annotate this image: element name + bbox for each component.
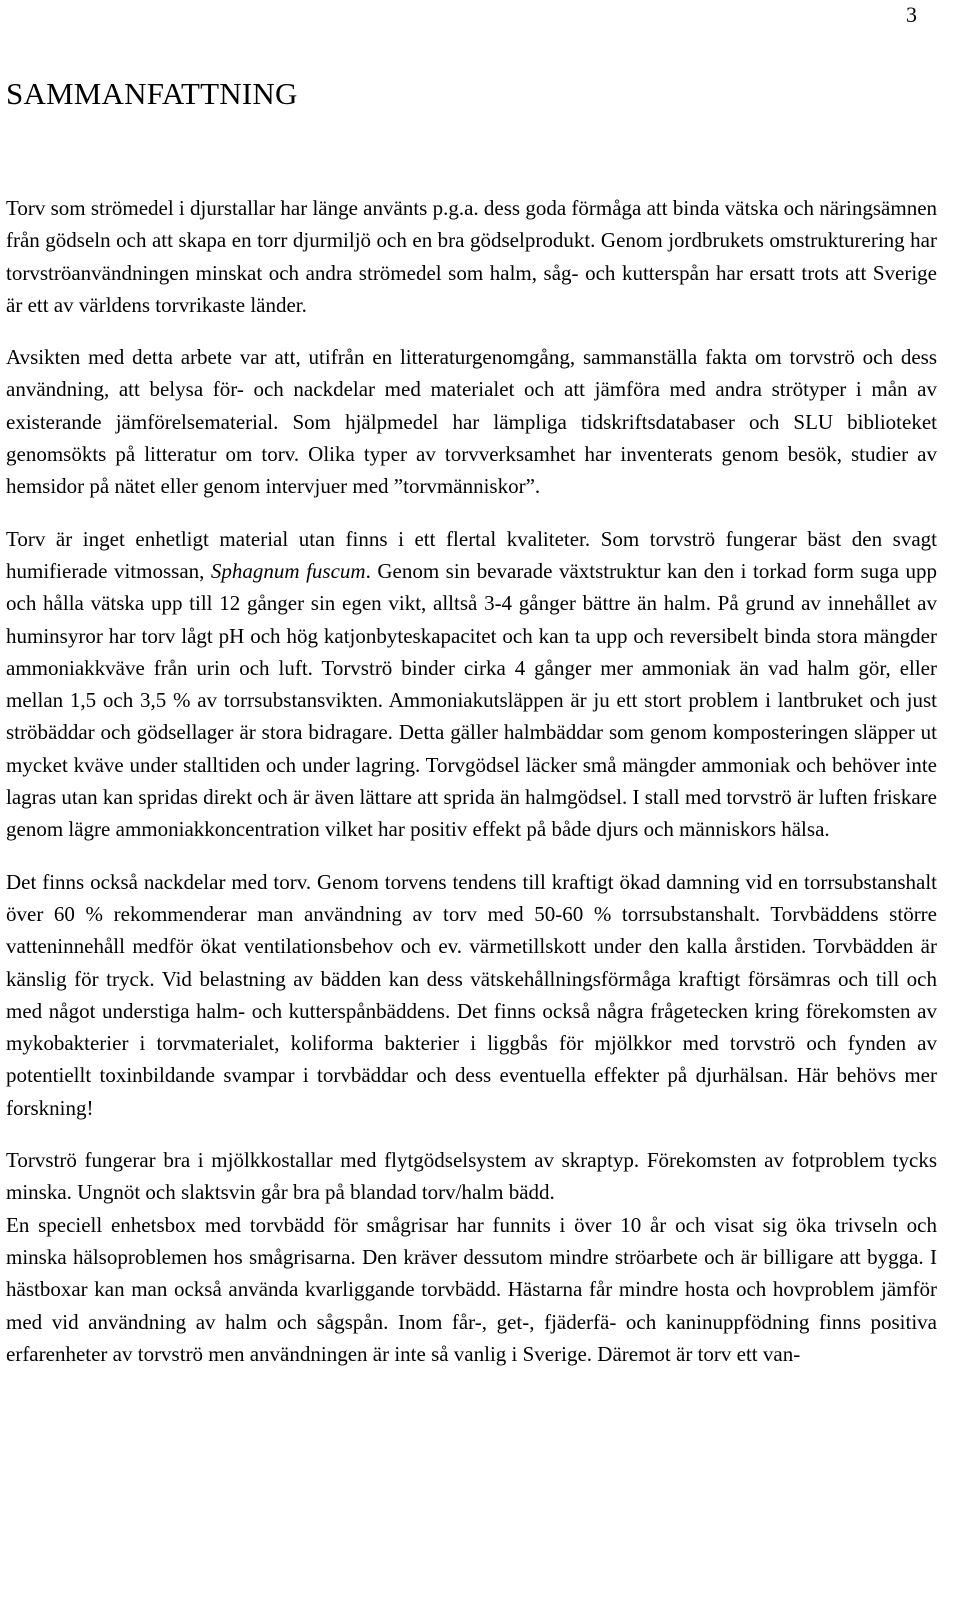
italic-term: Sphagnum fuscum: [210, 558, 366, 583]
paragraph: [6, 1144, 937, 1209]
page-number: 3: [906, 2, 917, 27]
paragraph-text: Torv är inget enhetligt material utan finns i ett flertal kvaliteter. Som torvströ fungerar bäst den svagt humifierade vitmossan,: [6, 526, 937, 583]
paragraph: [6, 523, 937, 846]
paragraph-text: . Genom sin bevarade växtstruktur kan den i torkad form suga upp och hålla vätska upp till 12 gånger sin egen vikt, alltså 3-4 gånger bättre än halm. På grund av innehållet av huminsyror har torv lågt pH och hög katjonbyteskapacitet och kan ta upp och reversibelt binda stora mängder ammoniakkväve från urin och luft. Torvströ binder cirka 4 gånger mer ammoniak än vad halm gör, eller mellan 1,5 och 3,5 % av torrsubstansvikten. Ammoniakutsläppen är ju ett stort problem i lantbruket och just ströbäddar och gödsellager är stora bidragare. Detta gäller halmbäddar som genom komposteringen släpper ut mycket kväve under stalltiden och under lagring. Torvgödsel läcker små mängder ammoniak och behöver inte lagras utan kan spridas direkt och är även lättare att sprida än halmgödsel. I stall med torvströ är luften friskare genom lägre ammoniakkoncentration vilket har positiv effekt på både djurs och människors hälsa.: [6, 558, 937, 842]
paragraph: [6, 192, 937, 321]
paragraph-text: Det finns också nackdelar med torv. Genom torvens tendens till kraftigt ökad damning vid en torrsubstanshalt över 60 % rekommenderar man användning av torv med 50-60 % torrsubstanshalt. Torvbäddens större vatteninnehåll medför ökat ventilationsbehov och ev. värmetillskott under den kalla årstiden. Torvbädden är känslig för tryck. Vid belastning av bädden kan dess vätskehållningsförmåga kraftigt försämras och till och med något understiga halm- och kutterspånbäddens. Det finns också några frågetecken kring förekomsten av mykobakterier i torvmaterialet, koliforma bakterier i liggbås för mjölkkor med torvströ och fynden av potentiellt toxinbildande svampar i torvbäddar och dess eventuella effekter på djurhälsan. Här behövs mer forskning!: [6, 869, 937, 1120]
page-title: SAMMANFATTNING: [6, 76, 298, 111]
paragraph: [6, 866, 937, 1124]
paragraph-text: En speciell enhetsbox med torvbädd för smågrisar har funnits i över 10 år och visat sig öka trivseln och minska hälsoproblemen hos smågrisarna. Den kräver dessutom mindre ströarbete och är billigare att bygga. I hästboxar kan man också använda kvarliggande torvbädd. Hästarna får mindre hosta och hovproblem jämför med vid användning av halm och sågspån. Inom får-, get-, fjäderfä- och kaninuppfödning finns positiva erfarenheter av torvströ men användningen är inte så vanlig i Sverige. Däremot är torv ett van-: [6, 1212, 937, 1366]
paragraph-text: Torv som strömedel i djurstallar har länge använts p.g.a. dess goda förmåga att binda vätska och näringsämnen från gödseln och att skapa en torr djurmiljö och en bra gödselprodukt. Genom jordbrukets omstrukturering har torvströanvändningen minskat och andra strömedel som halm, såg- och kutterspån har ersatt trots att Sverige är ett av världens torvrikaste länder.: [6, 196, 938, 317]
paragraph: [6, 341, 937, 502]
document-body: [6, 192, 937, 1390]
paragraph-text: Avsikten med detta arbete var att, utifrån en litteraturgenomgång, sammanställa fakta om torvströ och dess användning, att belysa för- och nackdelar med materialet och att jämföra med andra strötyper i mån av existerande jämförelsematerial. Som hjälpmedel har lämpliga tidskriftsdatabaser och SLU biblioteket genomsökts på litteratur om torv. Olika typer av torvverksamhet har inventerats genom besök, studier av hemsidor på nätet eller genom intervjuer med ”torvmänniskor”.: [6, 345, 937, 499]
paragraph-text: Torvströ fungerar bra i mjölkkostallar med flytgödselsystem av skraptyp. Förekomsten av fotproblem tycks minska. Ungnöt och slaktsvin går bra på blandad torv/halm bädd.: [6, 1148, 937, 1205]
paragraph: [6, 1209, 937, 1370]
